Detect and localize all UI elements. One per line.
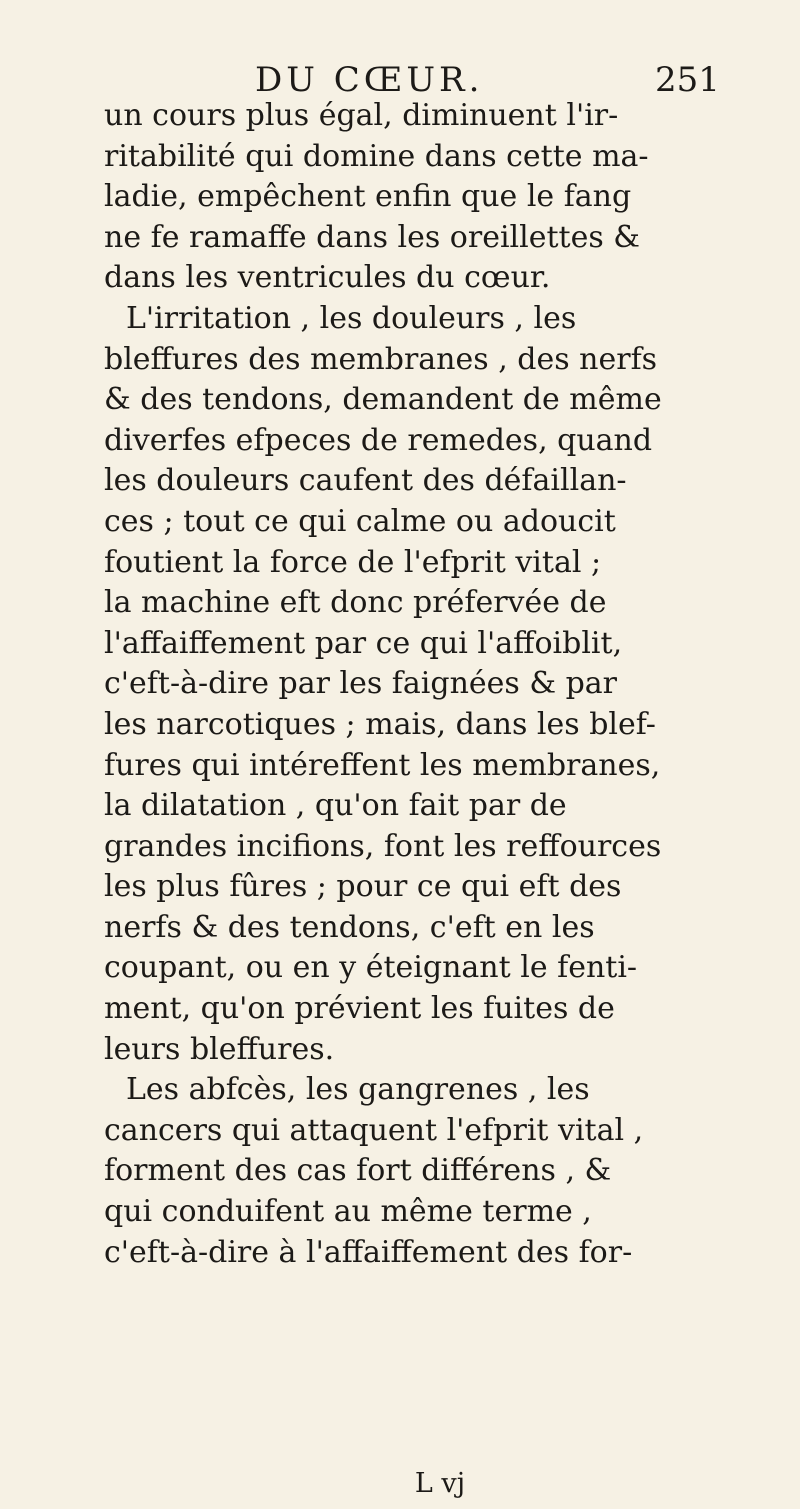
text-line: dans les ventricules du cœur. [104, 260, 551, 296]
signature-mark: L vj [414, 1468, 466, 1499]
body-text [104, 96, 694, 1273]
text-line: foutient la force de l'efprit vital ; [104, 544, 602, 580]
text-line: qui conduifent au même terme , [104, 1194, 592, 1230]
text-line: l'affaiffement par ce qui l'affoiblit, [104, 625, 623, 661]
text-line: un cours plus égal, diminuent l'ir- [104, 98, 619, 133]
text-line: bleffures des membranes , des nerfs [104, 341, 658, 377]
text-line: coupant, ou en y éteignant le fenti- [104, 950, 638, 986]
text-line: & des tendons, demandent de même [104, 382, 662, 418]
text-line: Les abfcès, les gangrenes , les [126, 1072, 590, 1108]
text-line: cancers qui attaquent l'efprit vital , [104, 1112, 644, 1148]
text-line: grandes incifions, font les reffources [104, 828, 662, 864]
text-line: diverfes efpeces de remedes, quand [104, 422, 653, 458]
running-title: DU CŒUR. [255, 60, 484, 100]
text-line: c'eft-à-dire à l'affaiffement des for- [104, 1234, 633, 1270]
text-line: la machine eft donc préfervée de [104, 585, 607, 621]
text-line: les narcotiques ; mais, dans les blef- [104, 706, 656, 742]
text-line: ladie, empêchent enfin que le fang [104, 179, 632, 215]
text-line: forment des cas fort différens , & [104, 1153, 612, 1189]
text-line: leurs bleffures. [104, 1031, 335, 1067]
text-line: ne fe ramaffe dans les oreillettes & [104, 219, 640, 255]
running-head [0, 60, 800, 100]
text-line: ment, qu'on prévient les fuites de [104, 991, 615, 1027]
page-number: 251 [655, 60, 720, 100]
text-line: L'irritation , les douleurs , les [126, 300, 577, 336]
text-line: fures qui intéreffent les membranes, [104, 747, 661, 783]
text-line: ritabilité qui domine dans cette ma- [104, 138, 649, 174]
text-line: ces ; tout ce qui calme ou adoucit [104, 503, 616, 539]
text-line: les douleurs caufent des défaillan- [104, 463, 627, 499]
text-line: nerfs & des tendons, c'eft en les [104, 909, 595, 945]
text-line: les plus fûres ; pour ce qui eft des [104, 869, 622, 905]
text-line: la dilatation , qu'on fait par de [104, 788, 567, 824]
text-line: c'eft-à-dire par les faignées & par [104, 666, 618, 702]
